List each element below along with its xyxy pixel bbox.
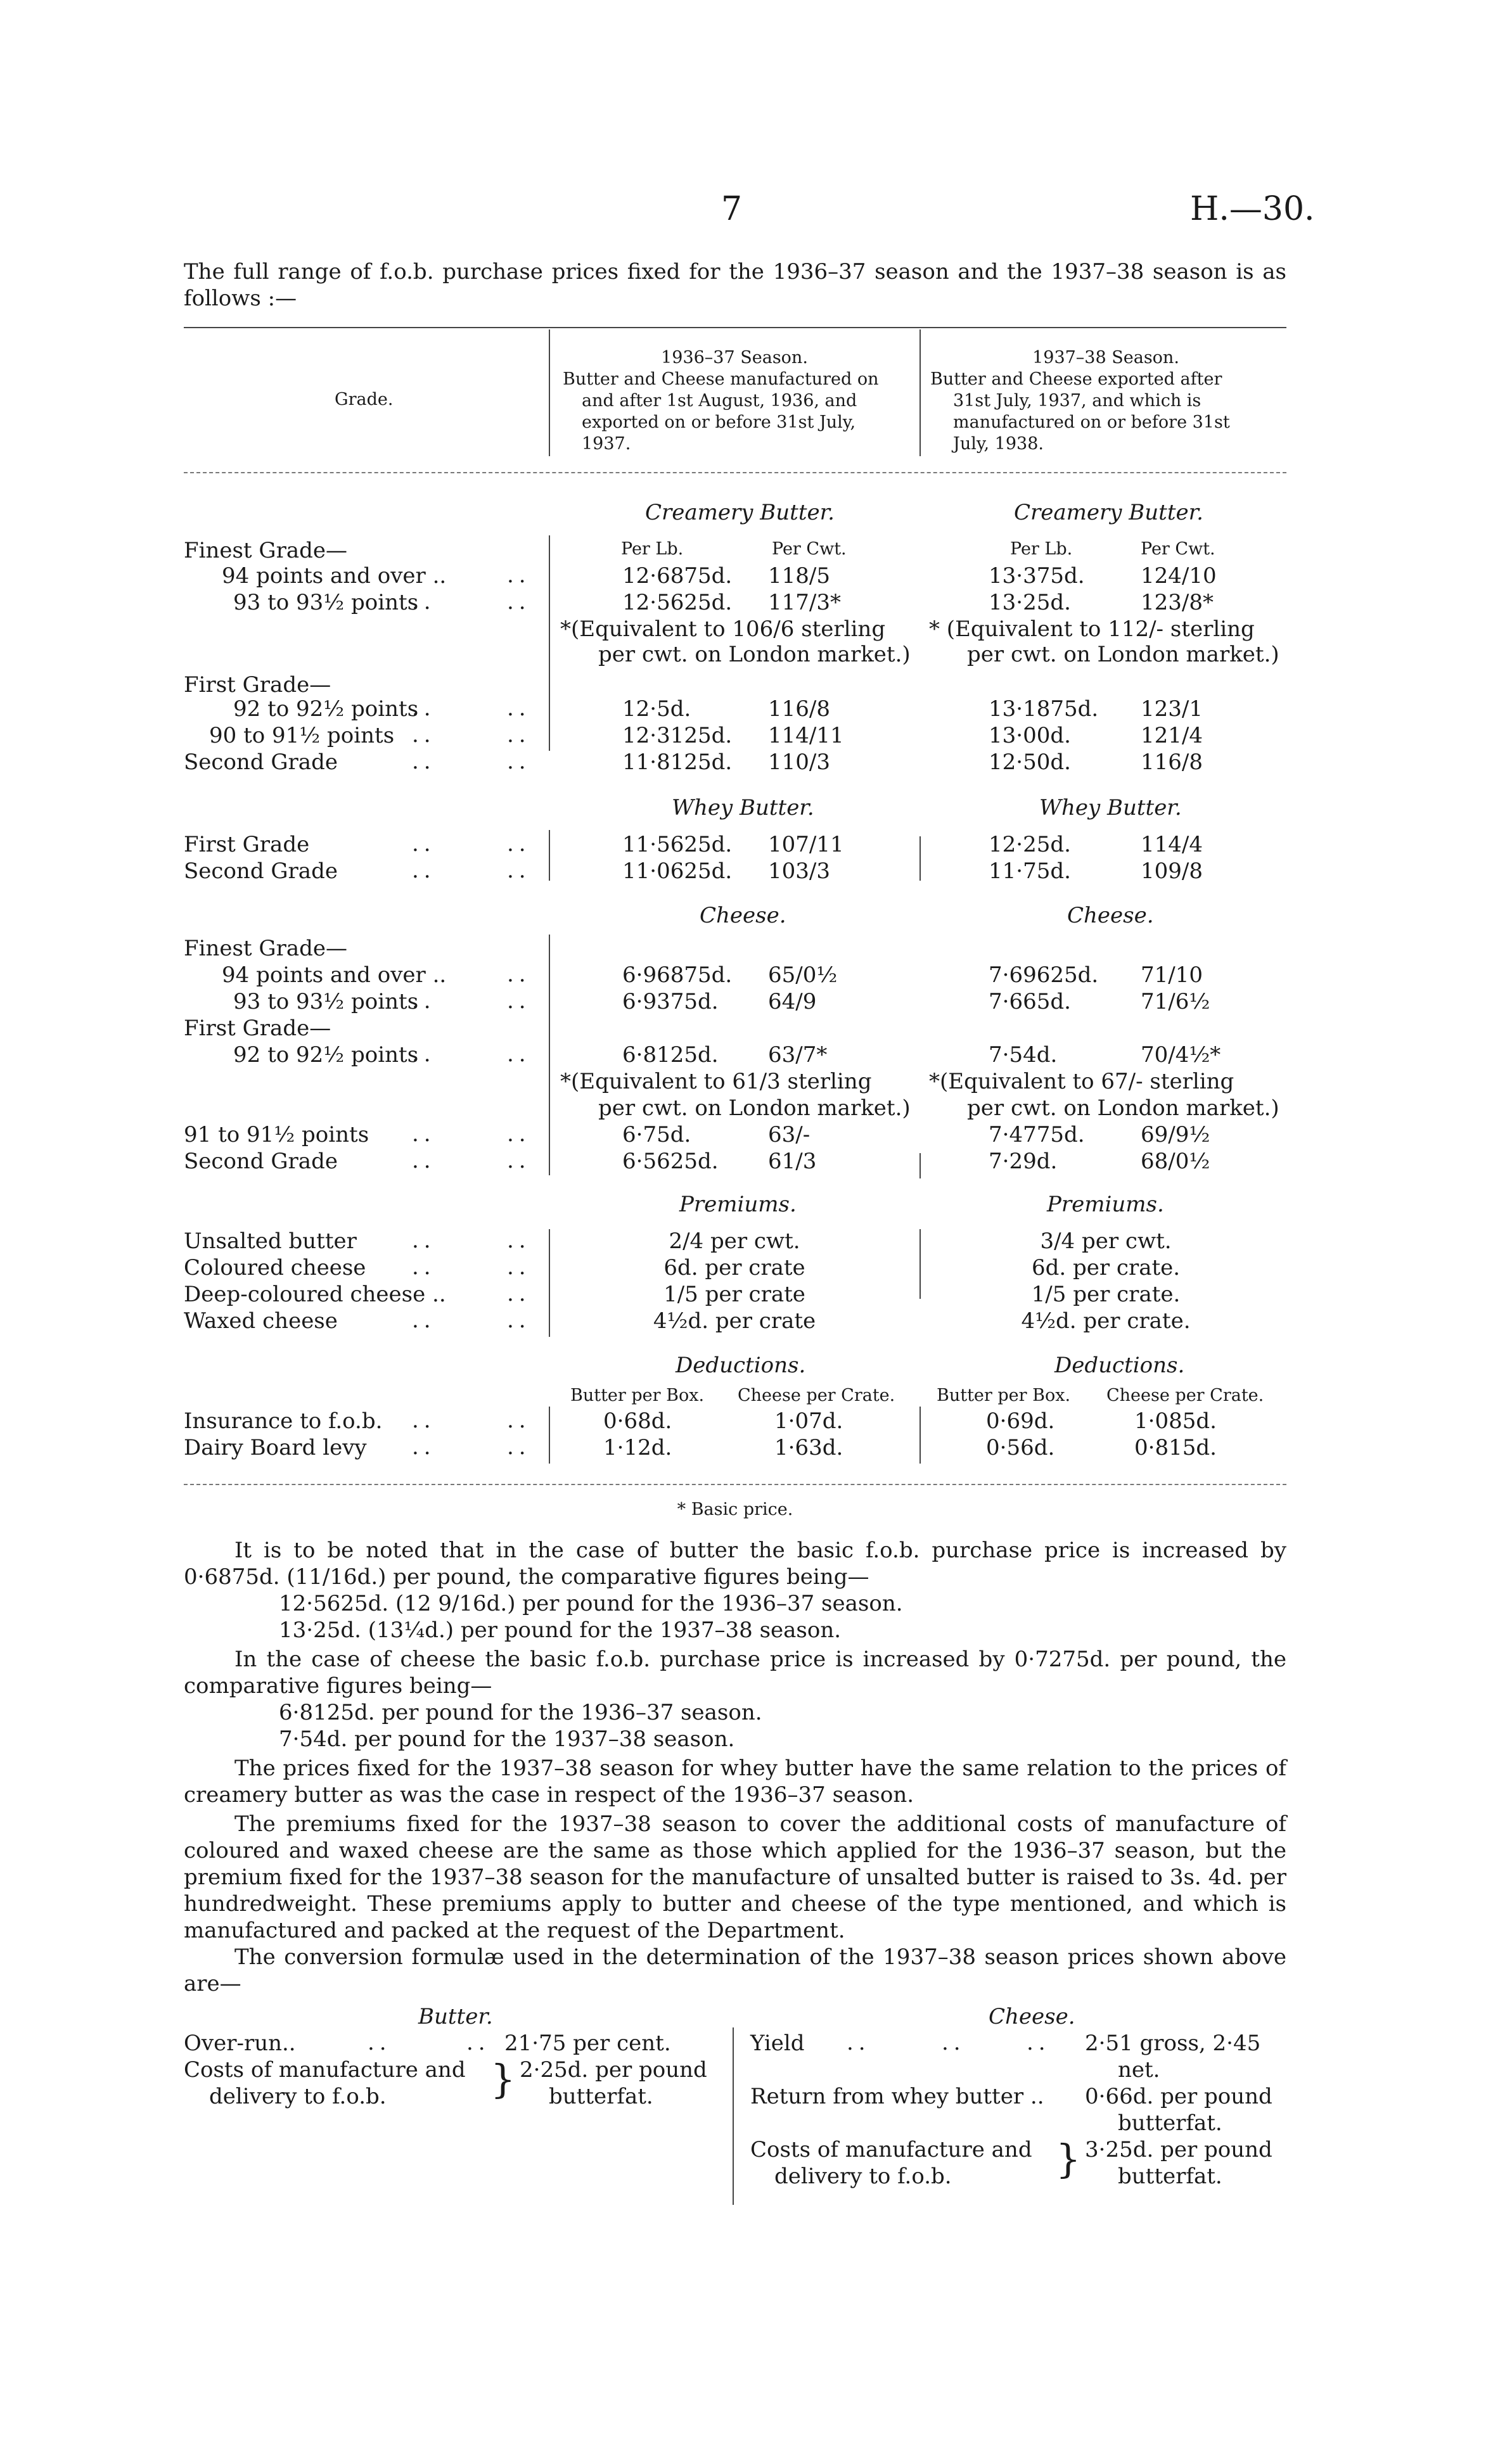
leader-dots: .. [1027, 2030, 1051, 2055]
premium-value-1937: 1/5 per crate. [1031, 1282, 1181, 1307]
whey-return-value-2: butterfat. [1118, 2110, 1222, 2136]
whey-cwt-1937: 114/4 [1141, 832, 1203, 857]
butter-box-header-1936: Butter per Box. [570, 1386, 705, 1405]
cheese-first-grade: First Grade— [184, 1016, 331, 1041]
cheese-equiv-1937-line1: *(Equivalent to 67/- sterling [929, 1069, 1234, 1094]
paragraph-conversion-text: The conversion formulæ used in the determination of the 1937–38 season prices shown above are— [184, 1944, 1286, 1996]
cheese-crate-header-1936: Cheese per Crate. [738, 1386, 895, 1405]
table-bottom-rule [184, 1484, 1286, 1485]
premiums-title-1936: Premiums. [679, 1192, 797, 1217]
whey-row-label: Second Grade [184, 859, 338, 884]
column-rule [549, 1229, 550, 1337]
season-1937-title: 1937–38 Season. [1032, 348, 1179, 367]
premium-value-1936: 4½d. per crate [653, 1308, 816, 1334]
premium-row-label: Unsalted butter [184, 1229, 357, 1254]
season-1937-desc-2: 31st July, 1937, and which is [953, 391, 1201, 411]
leader-dots: .. [412, 1254, 436, 1280]
whey-lb-1937: 12·25d. [989, 832, 1071, 857]
deduction-butter-1937: 0·56d. [986, 1435, 1055, 1460]
leader-dots: .. [507, 1148, 531, 1173]
leader-dots: .. [412, 1148, 436, 1173]
season-1936-desc-2: and after 1st August, 1936, and [582, 391, 857, 411]
leader-dots: .. [507, 589, 531, 615]
cheese-title-1936: Cheese. [700, 903, 786, 928]
yield-value-1: 2·51 gross, 2·45 [1085, 2031, 1261, 2056]
grade-column-header: Grade. [335, 390, 394, 409]
premium-row-label: Coloured cheese [184, 1255, 366, 1280]
cheese-costs-label-2: delivery to f.o.b. [774, 2164, 952, 2189]
cheese-cwt-1936: 61/3 [768, 1149, 817, 1174]
cheese-lb-1936: 6·75d. [622, 1122, 691, 1147]
cheese-cwt-1936: 65/0½ [768, 962, 838, 988]
cheese-cwt-1936: 63/7* [768, 1042, 828, 1068]
per-lb-header-1936: Per Lb. [621, 539, 684, 559]
butter-costs-value-2: butterfat. [549, 2084, 653, 2109]
cheese-comparative-1936: 6·8125d. per pound for the 1936–37 season. [279, 1700, 762, 1725]
cheese-lb-1937: 7·69625d. [989, 962, 1099, 988]
creamery-cwt-1937: 116/8 [1141, 750, 1203, 775]
page-reference: H.—30. [1190, 190, 1315, 228]
yield-label: Yield [750, 2031, 805, 2056]
deduction-row-label: Insurance to f.o.b. [184, 1408, 383, 1434]
deduction-cheese-1937: 0·815d. [1134, 1435, 1217, 1460]
column-rule [549, 830, 550, 881]
cheese-row-label: 94 points and over .. [222, 962, 447, 988]
premium-value-1936: 1/5 per crate [663, 1282, 805, 1307]
season-1937-desc-3: manufactured on or before 31st [953, 412, 1230, 432]
creamery-lb-1937: 13·1875d. [989, 696, 1099, 722]
season-1937-desc-4: July, 1938. [953, 434, 1044, 454]
paragraph-butter-note [184, 1537, 1286, 1590]
formulae-cheese-title: Cheese. [989, 2004, 1075, 2029]
leader-dots: .. [507, 1228, 531, 1253]
intro-text: The full range of f.o.b. purchase prices fixed for the 1936–37 season and the 1937–38 season is as follows :— [184, 259, 1286, 311]
creamery-row-label: 93 to 93½ points [233, 590, 419, 615]
paragraph-premiums-text: The premiums fixed for the 1937–38 season to cover the additional costs of manufacture of coloured and waxed cheese are the same as those which applied for the 1936–37 season, but the premium fixed for the 1937–38 season for the manufacture of unsalted butter is raised to 3s. 4d. per hundredweight. These premiums apply to butter and cheese of the type mentioned, and which is manufactured and packed at the request of the Department. [184, 1811, 1286, 1943]
butter-comparative-1936: 12·5625d. (12 9/16d.) per pound for the 1936–37 season. [279, 1591, 903, 1616]
season-1936-desc-1: Butter and Cheese manufactured on [563, 369, 879, 389]
creamery-lb-1937: 13·25d. [989, 590, 1071, 615]
creamery-row-label: 94 points and over .. [222, 563, 447, 589]
butter-costs-label-2: delivery to f.o.b. [209, 2084, 387, 2109]
creamery-title-1937: Creamery Butter. [1014, 500, 1203, 525]
creamery-cwt-1936: 118/5 [768, 563, 830, 589]
per-cwt-header-1937: Per Cwt. [1141, 539, 1215, 559]
cheese-cwt-1937: 71/6½ [1141, 989, 1210, 1014]
premiums-title-1937: Premiums. [1047, 1192, 1164, 1217]
deduction-butter-1937: 0·69d. [986, 1408, 1055, 1434]
season-1936-title: 1936–37 Season. [661, 348, 808, 367]
yield-value-2: net. [1118, 2057, 1160, 2083]
leader-dots: .. [942, 2030, 966, 2055]
cheese-crate-header-1937: Cheese per Crate. [1106, 1386, 1264, 1405]
deductions-title-1937: Deductions. [1054, 1353, 1185, 1378]
whey-title-1937: Whey Butter. [1039, 795, 1182, 820]
cheese-comparative-1937: 7·54d. per pound for the 1937–38 season. [279, 1727, 735, 1752]
cheese-lb-1937: 7·4775d. [989, 1122, 1085, 1147]
overrun-value: 21·75 per cent. [504, 2031, 671, 2056]
creamery-lb-1937: 13·00d. [989, 723, 1071, 748]
leader-dots: .. [368, 2030, 392, 2055]
creamery-cwt-1937: 124/10 [1141, 563, 1217, 589]
cheese-costs-value-2: butterfat. [1118, 2164, 1222, 2189]
whey-lb-1936: 11·5625d. [622, 832, 733, 857]
cheese-equiv-1936-line2: per cwt. on London market.) [598, 1095, 911, 1121]
paragraph-cheese-note [184, 1646, 1286, 1699]
column-rule [549, 1407, 550, 1464]
leader-dots: .. [847, 2030, 871, 2055]
leader-dots: .. [507, 749, 531, 774]
leader-dots: .. [412, 1042, 436, 1067]
butter-comparative-1937: 13·25d. (13¼d.) per pound for the 1937–38 season. [279, 1618, 842, 1643]
page-number: 7 [721, 190, 743, 228]
leader-dots: .. [507, 1281, 531, 1306]
column-rule [549, 535, 550, 751]
deduction-row-label: Dairy Board levy [184, 1435, 367, 1460]
creamery-cwt-1937: 123/8* [1141, 590, 1214, 615]
leader-dots: .. [507, 696, 531, 721]
overrun-label: Over-run.. [184, 2031, 296, 2056]
cheese-costs-value-1: 3·25d. per pound [1085, 2137, 1272, 2162]
premium-row-label: Deep-coloured cheese .. [184, 1282, 446, 1307]
creamery-finest-grade: Finest Grade— [184, 538, 347, 563]
cheese-cwt-1936: 63/- [768, 1122, 811, 1147]
whey-cwt-1936: 103/3 [768, 859, 830, 884]
whey-lb-1936: 11·0625d. [622, 859, 733, 884]
cheese-equiv-1937-line2: per cwt. on London market.) [967, 1095, 1279, 1121]
creamery-cwt-1936: 117/3* [768, 590, 841, 615]
cheese-costs-label-1: Costs of manufacture and [750, 2137, 1032, 2162]
butter-costs-label-1: Costs of manufacture and [184, 2057, 466, 2083]
header-divider-2 [920, 329, 921, 456]
column-rule [920, 1407, 921, 1464]
column-rule [920, 836, 921, 881]
premium-value-1937: 3/4 per cwt. [1040, 1229, 1172, 1254]
paragraph-whey-butter-text: The prices fixed for the 1937–38 season for whey butter have the same relation to the prices of creamery butter as was the case in respect of the 1936–37 season. [184, 1756, 1286, 1808]
season-1936-desc-4: 1937. [582, 434, 631, 454]
cheese-cwt-1937: 70/4½* [1141, 1042, 1221, 1068]
header-divider-1 [549, 329, 550, 456]
whey-title-1936: Whey Butter. [672, 795, 814, 820]
cheese-row-label: Second Grade [184, 1149, 338, 1174]
creamery-equiv-1936-line2: per cwt. on London market.) [598, 642, 911, 667]
cheese-lb-1936: 6·96875d. [622, 962, 733, 988]
cheese-lb-1936: 6·8125d. [622, 1042, 719, 1068]
leader-dots: .. [412, 1308, 436, 1333]
column-rule [549, 935, 550, 1175]
cheese-lb-1936: 6·5625d. [622, 1149, 719, 1174]
leader-dots: .. [507, 1042, 531, 1067]
creamery-lb-1936: 12·3125d. [622, 723, 733, 748]
deduction-butter-1936: 0·68d. [603, 1408, 672, 1434]
creamery-lb-1937: 12·50d. [989, 750, 1071, 775]
leader-dots: .. [412, 1228, 436, 1253]
creamery-equiv-1937-line1: * (Equivalent to 112/- sterling [929, 616, 1255, 642]
leader-dots: .. [507, 831, 531, 857]
leader-dots: .. [507, 988, 531, 1014]
paragraph-conversion [184, 1944, 1286, 1997]
leader-dots: .. [507, 962, 531, 987]
cheese-title-1937: Cheese. [1067, 903, 1154, 928]
leader-dots: .. [412, 831, 436, 857]
cheese-lb-1937: 7·29d. [989, 1149, 1058, 1174]
cheese-cwt-1937: 71/10 [1141, 962, 1203, 988]
leader-dots: .. [507, 858, 531, 883]
leader-dots: .. [412, 988, 436, 1014]
creamery-row-label: 92 to 92½ points [233, 696, 419, 722]
leader-dots: .. [412, 1434, 436, 1460]
creamery-row-label: Second Grade [184, 750, 338, 775]
premium-value-1936: 6d. per crate [663, 1255, 805, 1280]
creamery-lb-1936: 12·5625d. [622, 590, 733, 615]
leader-dots: .. [507, 1308, 531, 1333]
leader-dots: .. [507, 1434, 531, 1460]
whey-return-value-1: 0·66d. per pound [1085, 2084, 1272, 2109]
premium-value-1937: 4½d. per crate. [1021, 1308, 1191, 1334]
creamery-cwt-1936: 116/8 [768, 696, 830, 722]
cheese-row-label: 92 to 92½ points [233, 1042, 419, 1068]
leader-dots: .. [412, 696, 436, 721]
deductions-title-1936: Deductions. [676, 1353, 806, 1378]
creamery-title-1936: Creamery Butter. [645, 500, 835, 525]
paragraph-premiums [184, 1811, 1286, 1944]
leader-dots: .. [412, 749, 436, 774]
premium-value-1936: 2/4 per cwt. [669, 1229, 800, 1254]
formulae-divider [733, 2027, 734, 2205]
creamery-cwt-1936: 110/3 [768, 750, 830, 775]
creamery-lb-1936: 11·8125d. [622, 750, 733, 775]
leader-dots: .. [466, 2030, 490, 2055]
leader-dots: .. [507, 1121, 531, 1147]
leader-dots: .. [412, 589, 436, 615]
creamery-lb-1936: 12·5d. [622, 696, 691, 722]
per-cwt-header-1936: Per Cwt. [772, 539, 847, 559]
cheese-equiv-1936-line1: *(Equivalent to 61/3 sterling [560, 1069, 872, 1094]
whey-row-label: First Grade [184, 832, 310, 857]
column-rule [920, 1229, 921, 1299]
season-1936-desc-3: exported on or before 31st July, [582, 412, 856, 432]
creamery-first-grade: First Grade— [184, 672, 331, 698]
season-1937-desc-1: Butter and Cheese exported after [930, 369, 1222, 389]
brace-icon: } [490, 2056, 516, 2102]
cheese-lb-1937: 7·665d. [989, 989, 1071, 1014]
creamery-cwt-1936: 114/11 [768, 723, 844, 748]
paragraph-butter-note-text: It is to be noted that in the case of butter the basic f.o.b. purchase price is increased by 0·6875d. (11/16d.) per pound, the comparative figures being— [184, 1538, 1286, 1590]
creamery-lb-1936: 12·6875d. [622, 563, 733, 589]
deduction-cheese-1936: 1·63d. [774, 1435, 843, 1460]
brace-icon: } [1056, 2136, 1081, 2182]
creamery-lb-1937: 13·375d. [989, 563, 1085, 589]
leader-dots: .. [507, 563, 531, 588]
column-rule [920, 1153, 921, 1178]
leader-dots: .. [412, 722, 436, 748]
whey-return-label: Return from whey butter .. [750, 2084, 1044, 2109]
cheese-cwt-1937: 68/0½ [1141, 1149, 1210, 1174]
premium-row-label: Waxed cheese [184, 1308, 338, 1334]
creamery-equiv-1936-line1: *(Equivalent to 106/6 sterling [560, 616, 886, 642]
deduction-cheese-1937: 1·085d. [1134, 1408, 1217, 1434]
cheese-finest-grade: Finest Grade— [184, 936, 347, 961]
footnote-basic-price: * Basic price. [677, 1500, 793, 1519]
deduction-butter-1936: 1·12d. [603, 1435, 672, 1460]
creamery-equiv-1937-line2: per cwt. on London market.) [967, 642, 1279, 667]
whey-lb-1937: 11·75d. [989, 859, 1071, 884]
cheese-lb-1937: 7·54d. [989, 1042, 1058, 1068]
butter-box-header-1937: Butter per Box. [937, 1386, 1071, 1405]
creamery-cwt-1937: 123/1 [1141, 696, 1203, 722]
leader-dots: .. [507, 722, 531, 748]
cheese-cwt-1936: 64/9 [768, 989, 817, 1014]
leader-dots: .. [507, 1408, 531, 1433]
leader-dots: .. [412, 1121, 436, 1147]
formulae-butter-title: Butter. [418, 2004, 493, 2029]
per-lb-header-1937: Per Lb. [1010, 539, 1073, 559]
leader-dots: .. [507, 1254, 531, 1280]
table-top-rule [184, 327, 1286, 328]
table-header-rule [184, 472, 1286, 473]
creamery-row-label: 90 to 91½ points [209, 723, 395, 748]
butter-costs-value-1: 2·25d. per pound [520, 2057, 707, 2083]
deduction-cheese-1936: 1·07d. [774, 1408, 843, 1434]
creamery-cwt-1937: 121/4 [1141, 723, 1203, 748]
paragraph-cheese-note-text: In the case of cheese the basic f.o.b. purchase price is increased by 0·7275d. per pound, the comparative figures being— [184, 1647, 1286, 1699]
cheese-row-label: 91 to 91½ points [184, 1122, 369, 1147]
leader-dots: .. [412, 1408, 436, 1433]
leader-dots: .. [412, 858, 436, 883]
cheese-row-label: 93 to 93½ points [233, 989, 419, 1014]
cheese-lb-1936: 6·9375d. [622, 989, 719, 1014]
cheese-cwt-1937: 69/9½ [1141, 1122, 1210, 1147]
whey-cwt-1936: 107/11 [768, 832, 844, 857]
paragraph-whey-butter [184, 1755, 1286, 1808]
premium-value-1937: 6d. per crate. [1031, 1255, 1181, 1280]
whey-cwt-1937: 109/8 [1141, 859, 1203, 884]
